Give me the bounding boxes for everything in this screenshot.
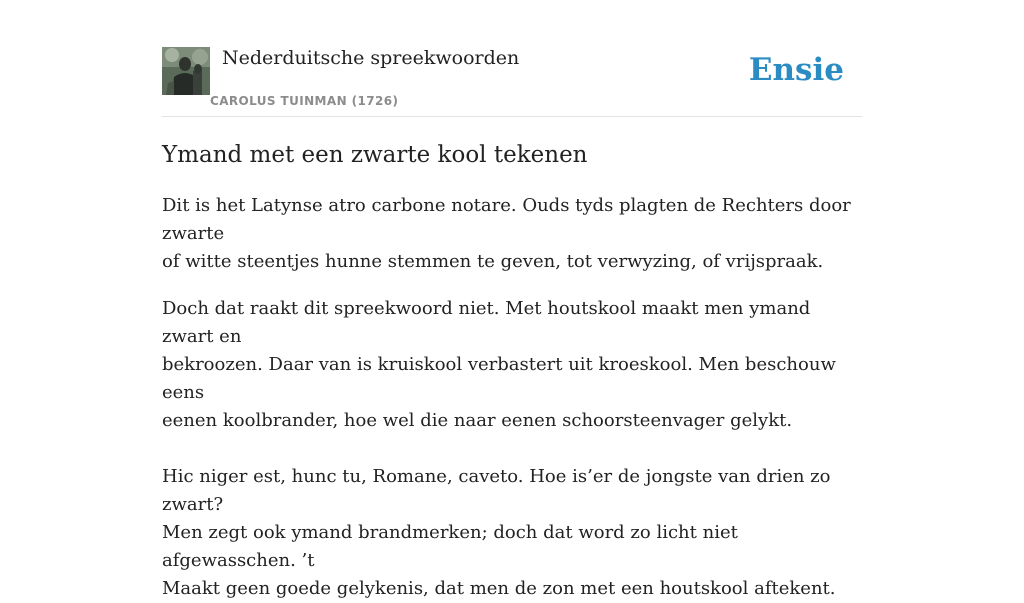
entry-body: [162, 192, 862, 603]
source-header: [162, 46, 862, 117]
author-label[interactable]: CAROLUS TUINMAN (1726): [210, 94, 399, 108]
portrait-avatar-icon[interactable]: [162, 47, 210, 95]
source-title[interactable]: Nederduitsche spreekwoorden: [222, 47, 520, 69]
entry-title: Ymand met een zwarte kool tekenen: [162, 142, 588, 168]
ensie-logo[interactable]: Ensie: [748, 52, 844, 88]
entry-paragraph: Doch dat raakt dit spreekwoord niet. Met houtskool maakt men ymand zwart en bekroozen. Daar van is kruiskool verbastert uit kroeskool. Men beschouw eens eenen koolbrander, hoe wel die naar eenen schoorsteenvager gelykt. Hic niger est, hunc tu, Romane, caveto. Hoe is’er de jongste van drien zo zwart? Men zegt ook ymand brandmerken; doch dat word zo licht niet afgewasschen. ’t Maakt geen goede gelykenis, dat men de zon met een houtskool aftekent.: [162, 298, 836, 599]
entry-paragraph: Dit is het Latynse atro carbone notare. Ouds tyds plagten de Rechters door zwarte of witte steentjes hunne stemmen te geven, tot verwyzing, of vrijspraak.: [162, 195, 851, 272]
